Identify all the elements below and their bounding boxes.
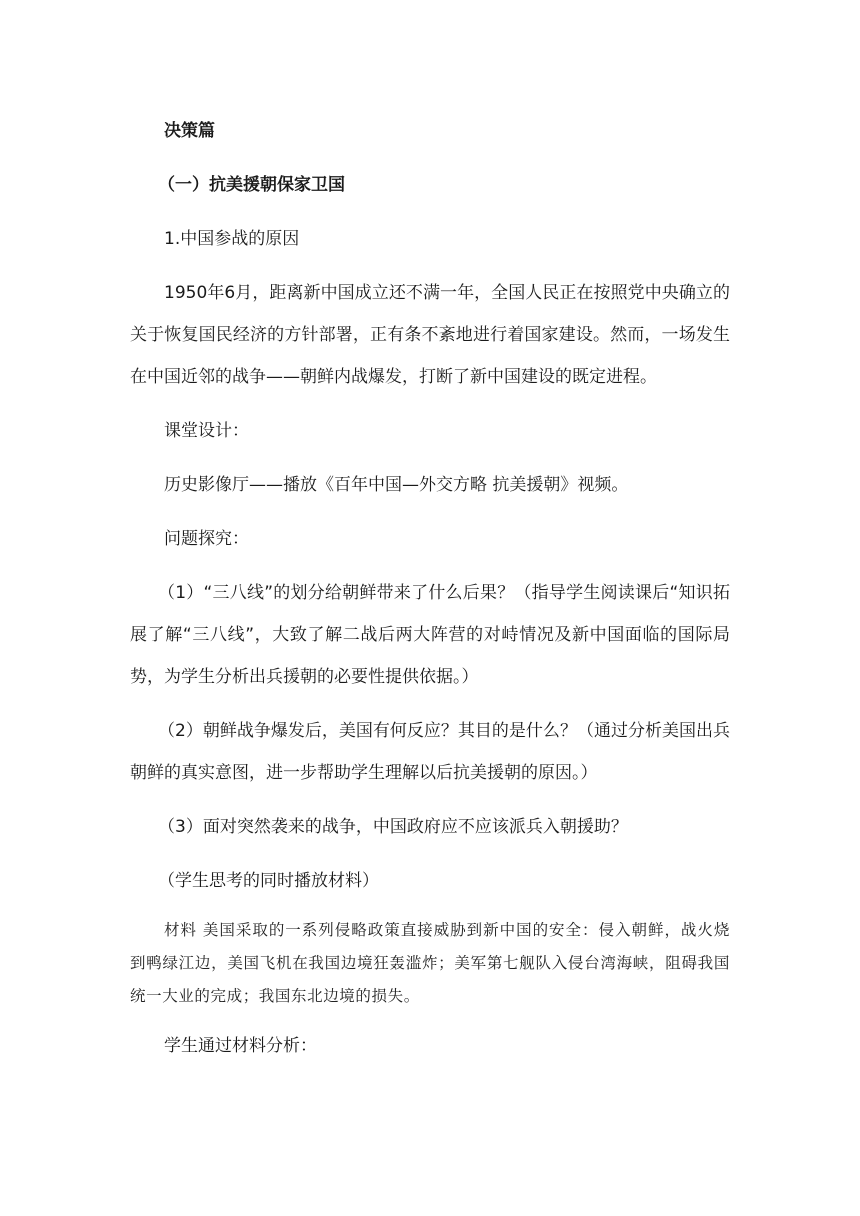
- question-1: （1）“三八线”的划分给朝鲜带来了什么后果？（指导学生阅读课后“知识拓展了解“三八线”，大致了解二战后两大阵营的对峙情况及新中国面临的国际局势，为学生分析出兵援朝的必要性提供依据。）: [130, 583, 730, 687]
- document-body: [130, 110, 730, 1079]
- question-2: （2）朝鲜战争爆发后，美国有何反应？其目的是什么？（通过分析美国出兵朝鲜的真实意图，进一步帮助学生理解以后抗美援朝的原因。）: [130, 721, 730, 783]
- classroom-design-label: 课堂设计：: [164, 421, 249, 441]
- video-line: 历史影像厅——播放《百年中国—外交方略 抗美援朝》视频。: [164, 475, 629, 495]
- material-note: （学生思考的同时播放材料）: [158, 871, 379, 891]
- intro-paragraph: 1950年6月，距离新中国成立还不满一年，全国人民正在按照党中央确立的关于恢复国民经济的方针部署，正有条不紊地进行着国家建设。然而，一场发生在中国近邻的战争——朝鲜内战爆发，打断了新中国建设的既定进程。: [130, 283, 730, 387]
- question-3: （3）面对突然袭来的战争，中国政府应不应该派兵入朝援助？: [158, 817, 628, 837]
- inquiry-label: 问题探究：: [164, 529, 249, 549]
- part-heading: 决策篇: [164, 121, 215, 141]
- section-title: （一）抗美援朝保家卫国: [158, 175, 345, 195]
- material-quote: 材料 美国采取的一系列侵略政策直接威胁到新中国的安全：侵入朝鲜，战火烧到鸭绿江边，美国飞机在我国边境狂轰滥炸；美军第七舰队入侵台湾海峡，阻碍我国统一大业的完成；我国东北边境的损失。: [130, 921, 730, 1005]
- analysis-label: 学生通过材料分析：: [164, 1036, 317, 1056]
- subsection-title: 1.中国参战的原因: [164, 229, 300, 249]
